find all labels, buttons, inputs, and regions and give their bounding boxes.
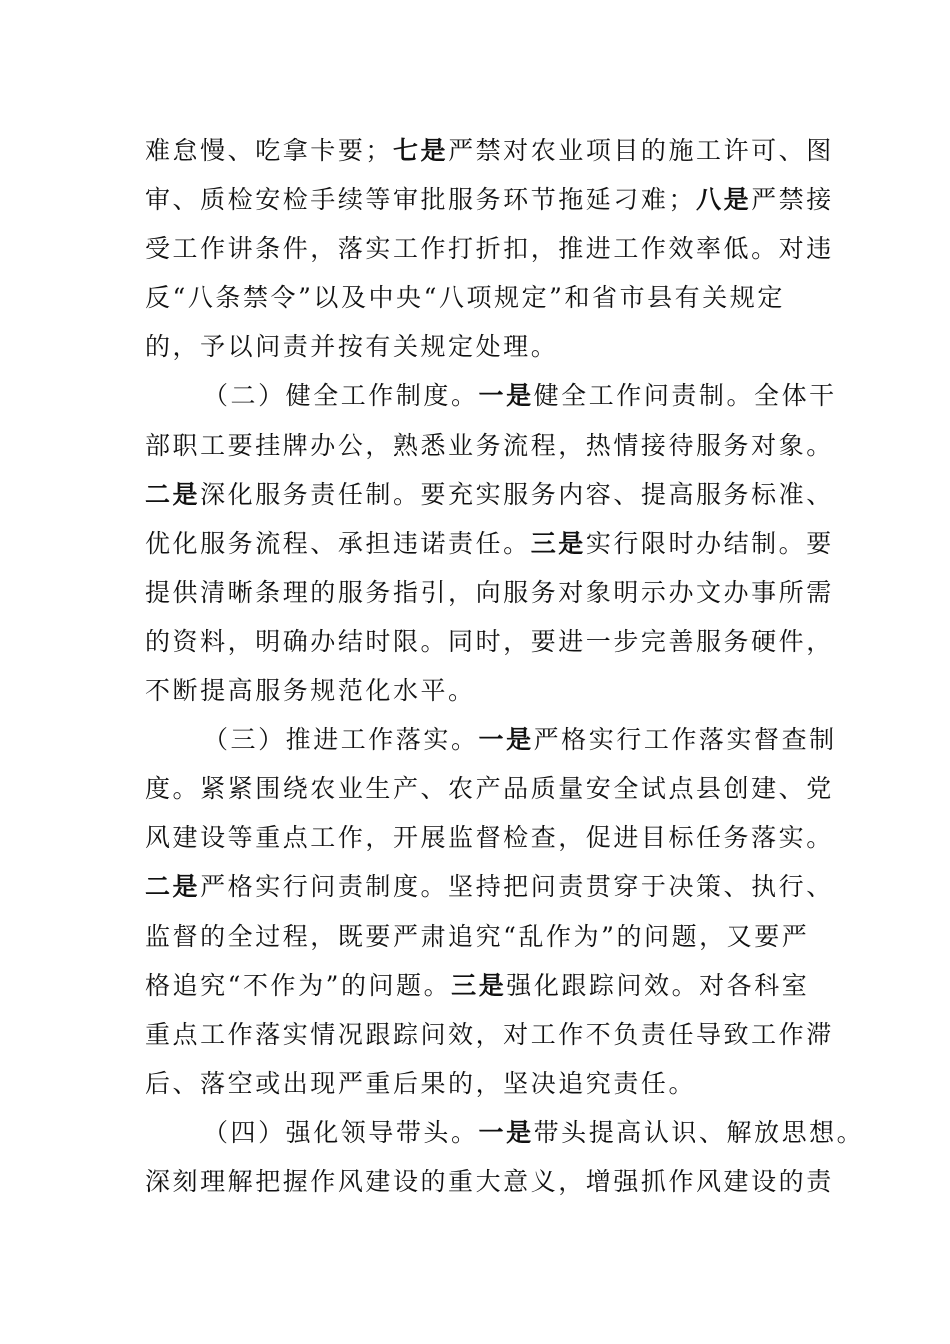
ordinal-marker-bold: 一是 xyxy=(478,1117,534,1147)
text-line xyxy=(145,764,834,813)
text-line xyxy=(145,666,813,715)
text-line xyxy=(145,1157,834,1206)
text-segment: 优化服务流程、承担违诺责任。 xyxy=(145,528,531,558)
text-line xyxy=(145,322,813,371)
text-segment: （三）推进工作落实。 xyxy=(203,725,479,755)
text-segment: 提供清晰条理的服务指引，向服务对象明示办文办事所需 xyxy=(145,577,834,607)
text-line xyxy=(145,1059,813,1108)
text-line xyxy=(145,617,834,666)
text-segment: 部职工要挂牌办公，熟悉业务流程，热情接待服务对象。 xyxy=(145,430,834,460)
text-line xyxy=(145,961,813,1010)
text-line xyxy=(145,912,813,961)
text-segment: 的资料，明确办结时限。同时，要进一步完善服务硬件， xyxy=(145,626,834,656)
text-line xyxy=(145,813,834,862)
ordinal-marker-bold: 二是 xyxy=(145,479,201,509)
text-line xyxy=(145,224,834,273)
text-segment: 深刻理解把握作风建设的重大意义，增强抓作风建设的责 xyxy=(145,1166,834,1196)
text-segment: （二）健全工作制度。 xyxy=(203,381,479,411)
text-segment: 带头提高认识、解放思想。 xyxy=(533,1117,865,1147)
text-line xyxy=(145,175,834,224)
document-body-text xyxy=(145,126,865,1206)
text-segment: 的，予以问责并按有关规定处理。 xyxy=(145,332,559,362)
text-segment: 深化服务责任制。要充实服务内容、提高服务标准、 xyxy=(200,479,834,509)
ordinal-marker-bold: 一是 xyxy=(478,725,534,755)
text-segment: 强化跟踪问效。对各科室 xyxy=(506,970,810,1000)
text-segment: 风建设等重点工作，开展监督检查，促进目标任务落实。 xyxy=(145,823,834,853)
text-segment: 严禁接 xyxy=(751,185,834,215)
text-segment: 严格实行问责制度。坚持把问责贯穿于决策、执行、 xyxy=(200,872,834,902)
text-line xyxy=(145,1010,834,1059)
text-line xyxy=(145,470,834,519)
ordinal-marker-bold: 三是 xyxy=(451,970,507,1000)
ordinal-marker-bold: 七是 xyxy=(392,136,449,165)
text-segment: 度。紧紧围绕农业生产、农产品质量安全试点县创建、党 xyxy=(145,774,834,804)
text-segment: 难怠慢、吃拿卡要； xyxy=(145,136,393,165)
text-segment: 监督的全过程，既要严肃追究“乱作为”的问题，又要严 xyxy=(145,921,810,951)
text-segment: 审、质检安检手续等审批服务环节拖延刁难； xyxy=(145,185,697,215)
text-segment: 后、落空或出现严重后果的，坚决追究责任。 xyxy=(145,1068,697,1098)
paragraph-first-line xyxy=(145,1108,865,1157)
text-segment: 健全工作问责制。全体干 xyxy=(533,381,837,411)
text-line xyxy=(145,862,834,911)
text-segment: 严禁对农业项目的施工许可、图 xyxy=(448,136,834,165)
text-segment: 受工作讲条件，落实工作打折扣，推进工作效率低。对违 xyxy=(145,234,834,264)
text-line xyxy=(145,519,834,568)
text-segment: 重点工作落实情况跟踪问效，对工作不负责任导致工作滞 xyxy=(145,1019,834,1049)
ordinal-marker-bold: 八是 xyxy=(696,185,752,215)
text-line xyxy=(145,568,834,617)
paragraph-first-line xyxy=(145,371,837,420)
ordinal-marker-bold: 二是 xyxy=(145,872,201,902)
text-segment: （四）强化领导带头。 xyxy=(203,1117,479,1147)
text-line xyxy=(145,273,813,322)
text-segment: 严格实行工作落实督查制 xyxy=(533,725,837,755)
text-segment: 格追究“不作为”的问题。 xyxy=(145,970,452,1000)
ordinal-marker-bold: 一是 xyxy=(478,381,534,411)
ordinal-marker-bold: 三是 xyxy=(530,528,586,558)
text-line xyxy=(145,126,834,175)
text-segment: 反“八条禁令”以及中央“八项规定”和省市县有关规定 xyxy=(145,283,785,313)
text-segment: 不断提高服务规范化水平。 xyxy=(145,676,476,706)
text-line xyxy=(145,421,834,470)
paragraph-first-line xyxy=(145,715,837,764)
text-segment: 实行限时办结制。要 xyxy=(585,528,834,558)
